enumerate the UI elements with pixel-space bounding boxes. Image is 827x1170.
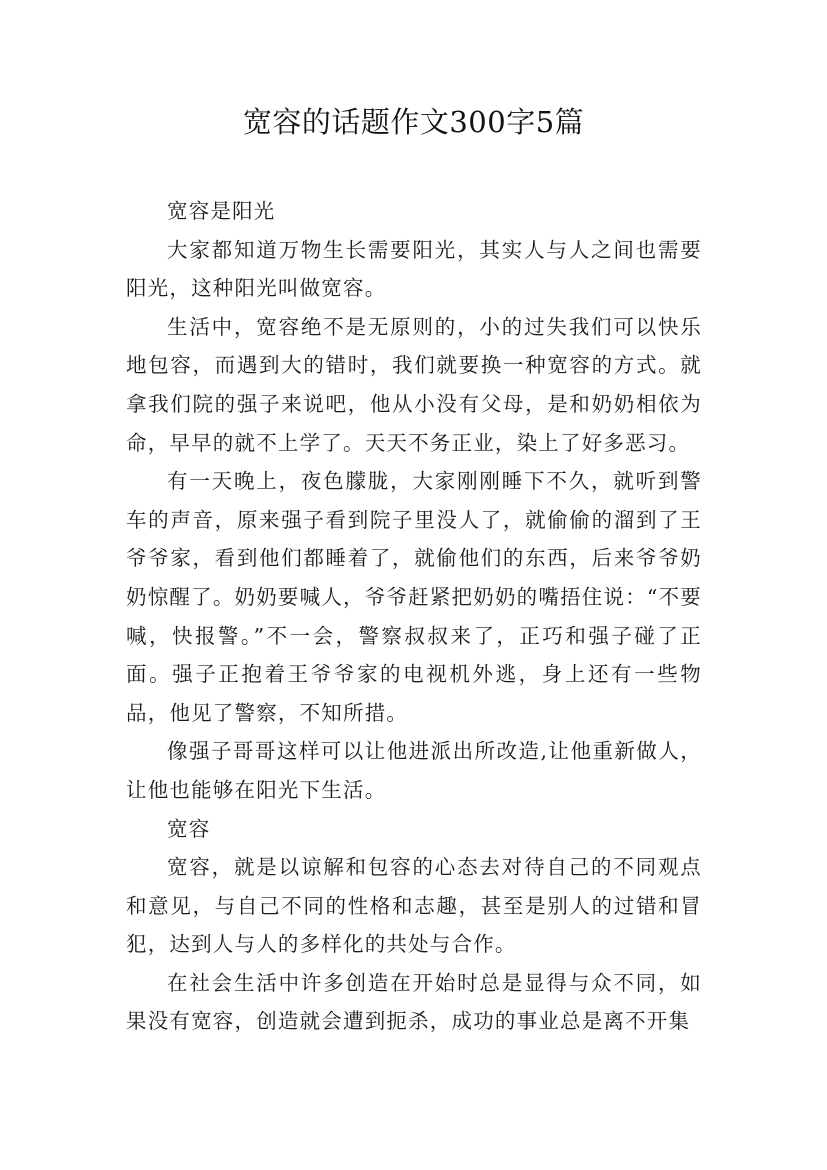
- document-body: [126, 192, 702, 1041]
- paragraph: 大家都知道万物生长需要阳光，其实人与人之间也需要阳光，这种阳光叫做宽容。: [126, 237, 702, 301]
- document-title: 宽容的话题作文300字5篇: [242, 105, 585, 139]
- paragraph: 宽容，就是以谅解和包容的心态去对待自己的不同观点和意见，与自己不同的性格和志趣，甚至是别人的过错和冒犯，达到人与人的多样化的共处与合作。: [126, 855, 702, 957]
- section-heading: 宽容是阳光: [167, 199, 276, 223]
- paragraph: 有一天晚上，夜色朦胧，大家刚刚睡下不久，就听到警车的声音，原来强子看到院子里没人了，就偷偷的溜到了王爷爷家，看到他们都睡着了，就偷他们的东西，后来爷爷奶奶惊醒了。奶奶要喊人，爷爷赶紧把奶奶的嘴捂住说：“不要喊，快报警。”不一会，警察叔叔来了，正巧和强子碰了正面。强子正抱着王爷爷家的电视机外逃，身上还有一些物品，他见了警察，不知所措。: [126, 469, 702, 725]
- paragraph: 在社会生活中许多创造在开始时总是显得与众不同，如果没有宽容，创造就会遭到扼杀，成功的事业总是离不开集: [126, 970, 702, 1034]
- paragraph: 生活中，宽容绝不是无原则的，小的过失我们可以快乐地包容，而遇到大的错时，我们就要换一种宽容的方式。就拿我们院的强子来说吧，他从小没有父母，是和奶奶相依为命，早早的就不上学了。天天不务正业，染上了好多恶习。: [126, 314, 702, 455]
- paragraph: 像强子哥哥这样可以让他进派出所改造,让他重新做人，让他也能够在阳光下生活。: [126, 739, 702, 802]
- section-heading: 宽容: [167, 816, 211, 841]
